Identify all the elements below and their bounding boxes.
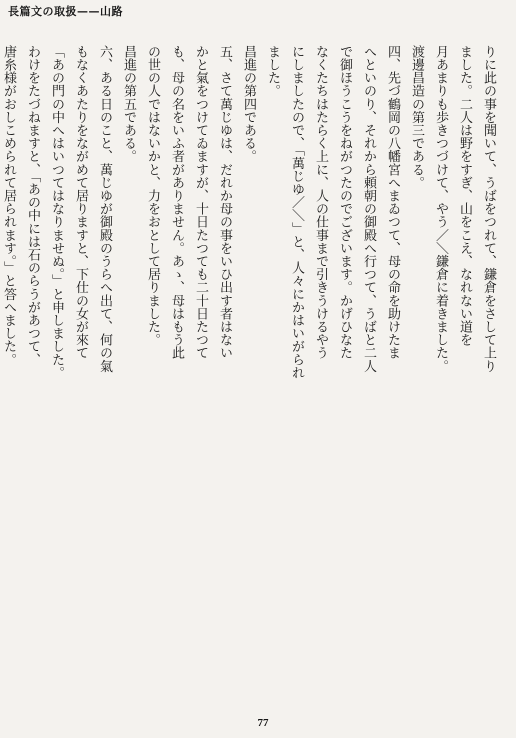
text-column: 昌進の第五である。	[121, 45, 136, 163]
text-column: 唐糸様がおしこめられて居られます。」と答へました。	[1, 45, 16, 366]
text-column: なくたちはたらく上に、人の仕事まで引きうけるやう	[313, 45, 328, 360]
page-number: 77	[257, 717, 269, 729]
text-column: で御ほうこうをねがつたのでございます。かげひなた	[337, 45, 352, 360]
text-column: わけをたづねますと、「あの中には石のらうがあつて、	[25, 45, 40, 366]
text-column: 「あの門の中へはいつてはなりませぬ。」と申しました。	[49, 45, 64, 380]
vertical-text-block	[1, 45, 500, 701]
running-title: 長篇文の取扱——山路	[8, 5, 123, 18]
text-column: かと氣をつけてゐますが、十日たつても二十日たつて	[193, 45, 208, 360]
text-column: 四、先づ鶴岡の八幡宮へまゐつて、母の命を助けたま	[385, 45, 400, 360]
text-column: の世の人ではないかと、力をおとして居りました。	[145, 45, 160, 347]
text-column: 渡邊昌造の第三である。	[409, 45, 424, 190]
text-column: 月あまりも歩きつづけて、やう／＼鎌倉に着きました。	[433, 45, 448, 373]
text-column: ました。二人は野をすぎ、山をこえ、なれない道を	[457, 45, 472, 347]
text-column: 昌進の第四である。	[241, 45, 256, 163]
text-column: ました。	[265, 45, 280, 98]
text-column: 六、ある日のこと、萬じゆが御殿のうらへ出て、何の氣	[97, 45, 112, 373]
text-column: 五、さて萬じゆは、だれか母の事をいひ出す者はない	[217, 45, 232, 360]
text-column: りに此の事を聞いて、うばをつれて、鎌倉をさして上り	[481, 45, 496, 373]
text-column: も、母の名をいふ者がありません。あゝ、母はもう此	[169, 45, 184, 360]
text-column: もなくあたりをながめて居りますと、下仕の女が來て	[73, 45, 88, 360]
text-column: にしましたので、「萬じゆ／＼」と、人々にかはいがられ	[289, 45, 304, 380]
text-column: へといのり、それから頼朝の御殿へ行つて、うばと二人	[361, 45, 376, 373]
